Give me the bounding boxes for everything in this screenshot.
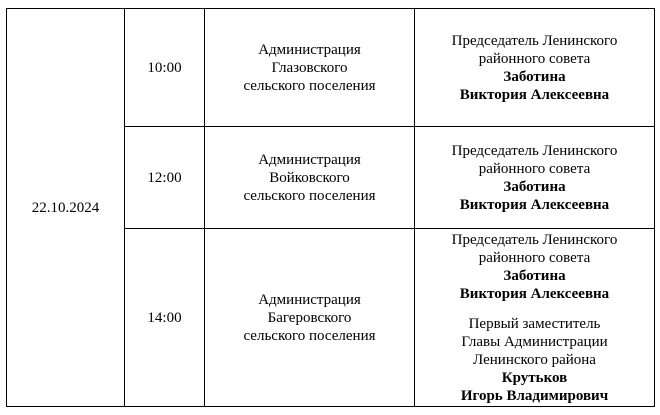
person-position: районного совета bbox=[478, 160, 591, 177]
place-line: Администрация bbox=[258, 41, 361, 58]
person-position: районного совета bbox=[478, 50, 591, 67]
person-given-name: Виктория Алексеевна bbox=[459, 196, 610, 213]
person-position: Председатель Ленинского bbox=[451, 231, 618, 248]
person-position: Председатель Ленинского bbox=[451, 32, 618, 49]
place-line: сельского поселения bbox=[243, 327, 376, 344]
person-surname: Заботина bbox=[503, 178, 566, 195]
place-line: сельского поселения bbox=[243, 187, 376, 204]
person-given-name: Виктория Алексеевна bbox=[459, 285, 610, 302]
table-row bbox=[7, 9, 655, 127]
person-given-name: Игорь Владимирович bbox=[460, 387, 609, 404]
person-cell bbox=[415, 229, 655, 407]
place-line: Войковского bbox=[269, 169, 350, 186]
person-given-name: Виктория Алексеевна bbox=[459, 86, 610, 103]
schedule-table bbox=[6, 8, 655, 407]
place-line: Администрация bbox=[258, 291, 361, 308]
time-cell: 12:00 bbox=[125, 127, 205, 229]
person-position: Первый заместитель bbox=[468, 315, 601, 332]
place-cell bbox=[205, 9, 415, 127]
place-cell bbox=[205, 127, 415, 229]
person-surname: Крутьков bbox=[501, 369, 568, 386]
person-surname: Заботина bbox=[503, 68, 566, 85]
place-line: Глазовского bbox=[271, 59, 348, 76]
person-position: Председатель Ленинского bbox=[451, 142, 618, 159]
place-line: Багеровского bbox=[267, 309, 352, 326]
person-surname: Заботина bbox=[503, 267, 566, 284]
date-cell: 22.10.2024 bbox=[7, 9, 125, 407]
time-cell: 14:00 bbox=[125, 229, 205, 407]
person-position: районного совета bbox=[478, 249, 591, 266]
person-position: Ленинского района bbox=[473, 351, 596, 368]
place-cell bbox=[205, 229, 415, 407]
person-position: Главы Администрации bbox=[461, 333, 608, 350]
time-cell: 10:00 bbox=[125, 9, 205, 127]
person-cell bbox=[415, 9, 655, 127]
place-line: сельского поселения bbox=[243, 77, 376, 94]
spacer bbox=[419, 303, 650, 315]
person-cell bbox=[415, 127, 655, 229]
place-line: Администрация bbox=[258, 151, 361, 168]
